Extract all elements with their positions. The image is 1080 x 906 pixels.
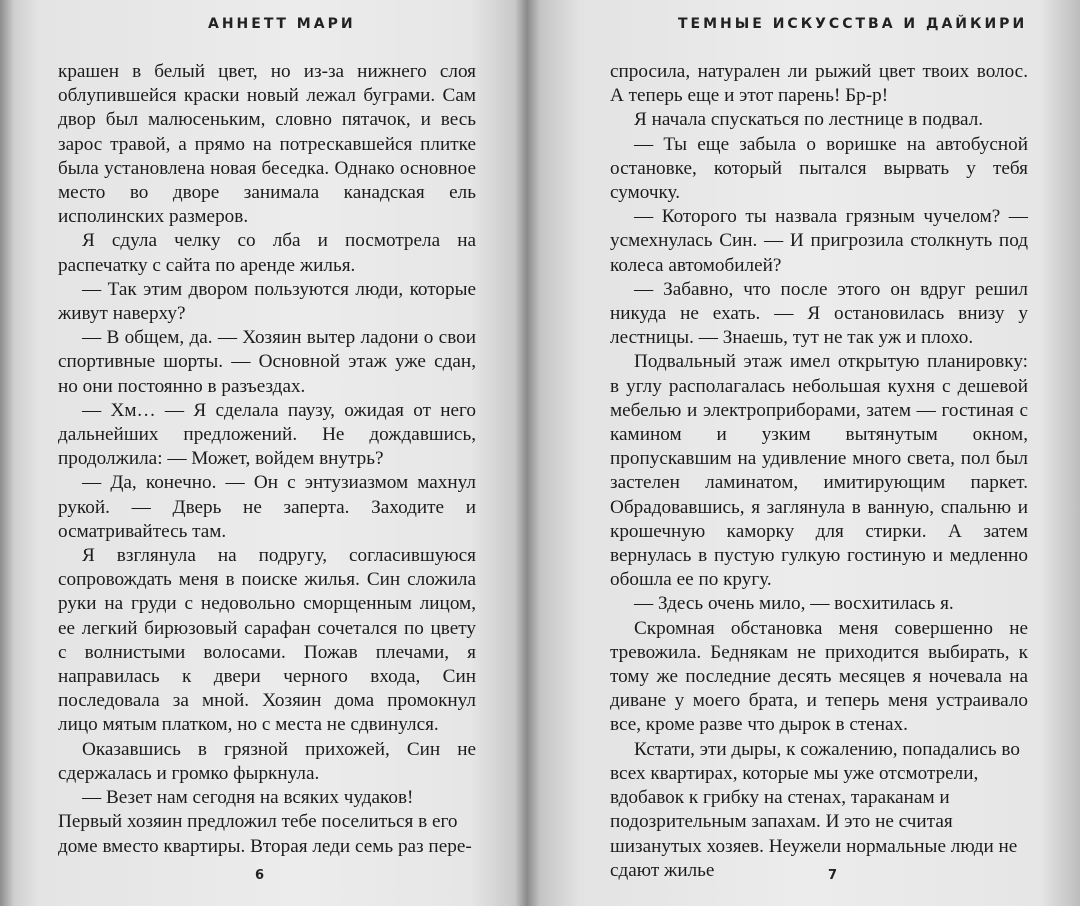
paragraph: — Забавно, что после этого он вдруг решил никуда не ехать. — Я остановилась внизу у лестницы. — Знаешь, тут не так уж и плохо. xyxy=(610,278,1028,349)
paragraph: крашен в белый цвет, но из-за нижнего слоя облупившейся краски новый лежал буграми. Сам двор был малюсеньким, словно пятачок, и весь зарос травой, а прямо на потрескавшейся плитке была установлена новая беседка. Однако основное место во дворе занимала канадская ель исполинских размеров. xyxy=(58,61,476,228)
paragraph: Оказавшись в грязной прихожей, Син не сдержалась и громко фыркнула. xyxy=(58,738,476,784)
right-page xyxy=(540,0,1080,906)
left-page-number: 6 xyxy=(255,868,265,883)
paragraph: — Хм… — Я сделала паузу, ожидая от него дальнейших предложений. Не дождавшись, продолжила: — Может, войдем внутрь? xyxy=(58,399,476,470)
paragraph: — В общем, да. — Хозяин вытер ладони о свои спортивные шорты. — Основной этаж уже сдан, но они постоянно в разъездах. xyxy=(58,327,476,397)
paragraph: Кстати, эти дыры, к сожалению, попадались во всех квартирах, которые мы уже отсмотрели, вдобавок к грибку на стенах, тараканам и подозрительным запахам. И это не считая шизанутых хозяев. Неужели нормальные люди не сдают жилье xyxy=(610,738,1020,881)
right-running-head: ТЕМНЫЕ ИСКУССТВА И ДАЙКИРИ xyxy=(678,16,1028,32)
paragraph: спросила, натурален ли рыжий цвет твоих волос. А теперь еще и этот парень! Бр-р! xyxy=(610,61,1028,107)
paragraph: — Везет нам сегодня на всяких чудаков! Первый хозяин предложил тебе поселиться в его доме вместо квартиры. Вторая леди семь раз пере- xyxy=(58,787,472,857)
paragraph: Подвальный этаж имел открытую планировку: в углу располагалась небольшая кухня с дешевой мебелью и электроприборами, затем — гостиная с камином и узким вытянутым окном, пропускавшим на удивление много света, пол был застелен ламинатом, имитирующим паркет. Обрадовавшись, я заглянула в ванную, спальню и крошечную каморку для стирки. А затем вернулась в пустую гулкую гостиную и медленно обошла ее по кругу. xyxy=(610,351,1028,591)
left-page xyxy=(0,0,525,906)
right-page-number: 7 xyxy=(828,868,838,883)
paragraph: — Которого ты назвала грязным чучелом? — усмехнулась Син. — И пригрозила столкнуть под колеса автомобилей? xyxy=(610,206,1028,276)
paragraph: Я сдула челку со лба и посмотрела на распечатку с сайта по аренде жилья. xyxy=(58,230,476,276)
right-page-text xyxy=(610,60,1028,883)
paragraph: — Здесь очень мило, — восхитилась я. xyxy=(634,593,954,615)
paragraph: — Так этим двором пользуются люди, которые живут наверху? xyxy=(58,278,476,325)
paragraph: — Ты еще забыла о воришке на автобусной остановке, который пытался вырвать у тебя сумочку. xyxy=(610,133,1028,204)
paragraph: Скромная обстановка меня совершенно не тревожила. Беднякам не приходится выбирать, к тому же последние десять месяцев я ночевала на диване у моего брата, и теперь меня устраивало все, кроме разве что дырок в стенах. xyxy=(610,617,1028,736)
paragraph: — Да, конечно. — Он с энтузиазмом махнул рукой. — Дверь не заперта. Заходите и осматривайтесь там. xyxy=(58,472,476,542)
left-running-head: АННЕТТ МАРИ xyxy=(208,16,356,32)
paragraph: Я взглянула на подругу, согласившуюся сопровождать меня в поиске жилья. Син сложила руки на груди с недовольно сморщенным лицом, ее легкий бирюзовый сарафан сочетался по цвету с волнистыми волосами. Пожав плечами, я направилась к двери черного входа, Син последовала за мной. Хозяин дома промокнул лицо мятым платком, но с места не сдвинулся. xyxy=(58,545,476,736)
paragraph: Я начала спускаться по лестнице в подвал. xyxy=(634,109,984,131)
left-page-text xyxy=(58,60,476,859)
